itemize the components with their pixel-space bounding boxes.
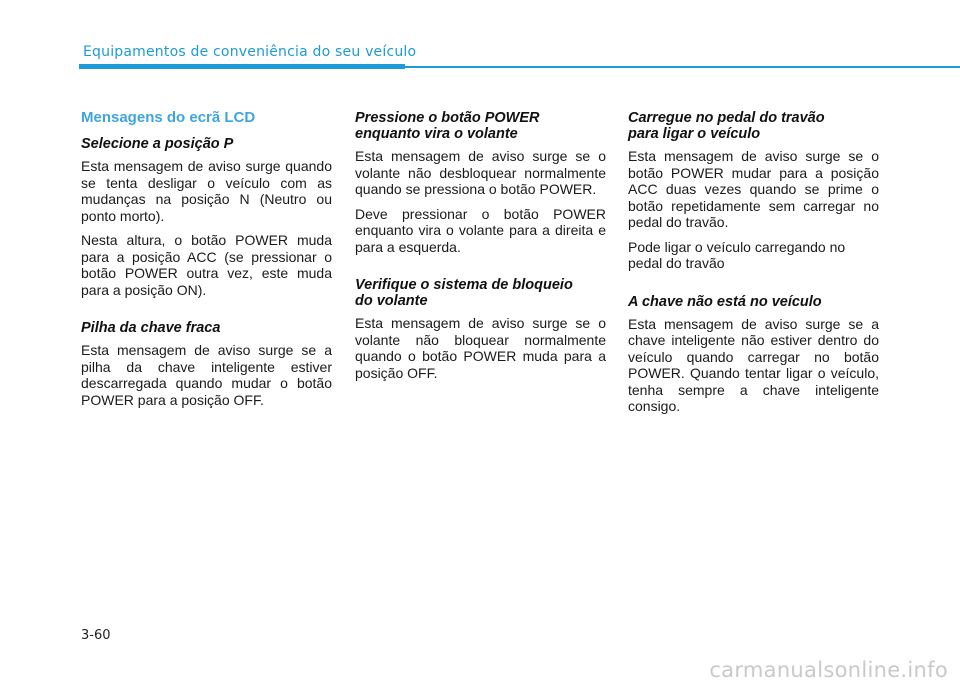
section-heading: Mensagens do ecrã LCD	[81, 109, 256, 126]
page-number: 3-60	[81, 628, 111, 643]
subheading-line: Pressione o botão POWER	[355, 110, 540, 126]
subheading-line: enquanto vira o volante	[355, 126, 518, 142]
subheading-line: para ligar o veículo	[628, 126, 761, 142]
watermark: carmanualsonline.info	[709, 658, 948, 682]
column-1	[81, 110, 332, 416]
paragraph: Esta mensagem de aviso surge se o volante não bloquear normalmente quando o botão POWER muda para a posição OFF.	[355, 315, 606, 381]
column-3	[628, 110, 879, 423]
header-title: Equipamentos de conveniência do seu veículo	[83, 44, 417, 60]
paragraph: Esta mensagem de aviso surge se o botão POWER mudar para a posição ACC duas vezes quando se prime o botão repetidamente sem carregar no pedal do travão.	[628, 148, 879, 230]
paragraph: Deve pressionar o botão POWER enquanto vira o volante para a direita e para a esquerda.	[355, 205, 606, 255]
paragraph: Pode ligar o veículo carregando no pedal do travão	[628, 238, 846, 271]
paragraph: Esta mensagem de aviso surge se o volante não desbloquear normalmente quando se pressiona o botão POWER.	[355, 148, 606, 197]
subheading-line: Carregue no pedal do travão	[628, 110, 825, 126]
header-rule-thick	[79, 64, 405, 69]
column-2	[355, 110, 606, 389]
paragraph: Esta mensagem de aviso surge se a chave inteligente não estiver dentro do veículo quando carregar no botão POWER. Quando tentar ligar o veículo, tenha sempre a chave inteligente consigo.	[628, 315, 879, 414]
subheading-key-battery-low: Pilha da chave fraca	[81, 320, 221, 336]
subheading-press-brake	[628, 110, 879, 142]
subheading-select-p: Selecione a posição P	[81, 136, 234, 152]
paragraph: Nesta altura, o botão POWER muda para a posição ACC (se pressionar o botão POWER outra vez, este muda para a posição ON).	[81, 232, 332, 298]
header-rule-thin	[405, 66, 960, 68]
subheading-check-steering-lock	[355, 277, 606, 309]
subheading-line: Verifique o sistema de bloqueio	[355, 277, 573, 293]
subheading-press-power	[355, 110, 606, 142]
subheading-line: do volante	[355, 293, 428, 309]
subheading-key-not-in-vehicle: A chave não está no veículo	[628, 293, 822, 310]
paragraph: Esta mensagem de aviso surge se a pilha da chave inteligente estiver descarregada quando mudar o botão POWER para a posição OFF.	[81, 342, 332, 408]
paragraph: Esta mensagem de aviso surge quando se tenta desligar o veículo com as mudanças na posição N (Neutro ou ponto morto).	[81, 158, 332, 224]
